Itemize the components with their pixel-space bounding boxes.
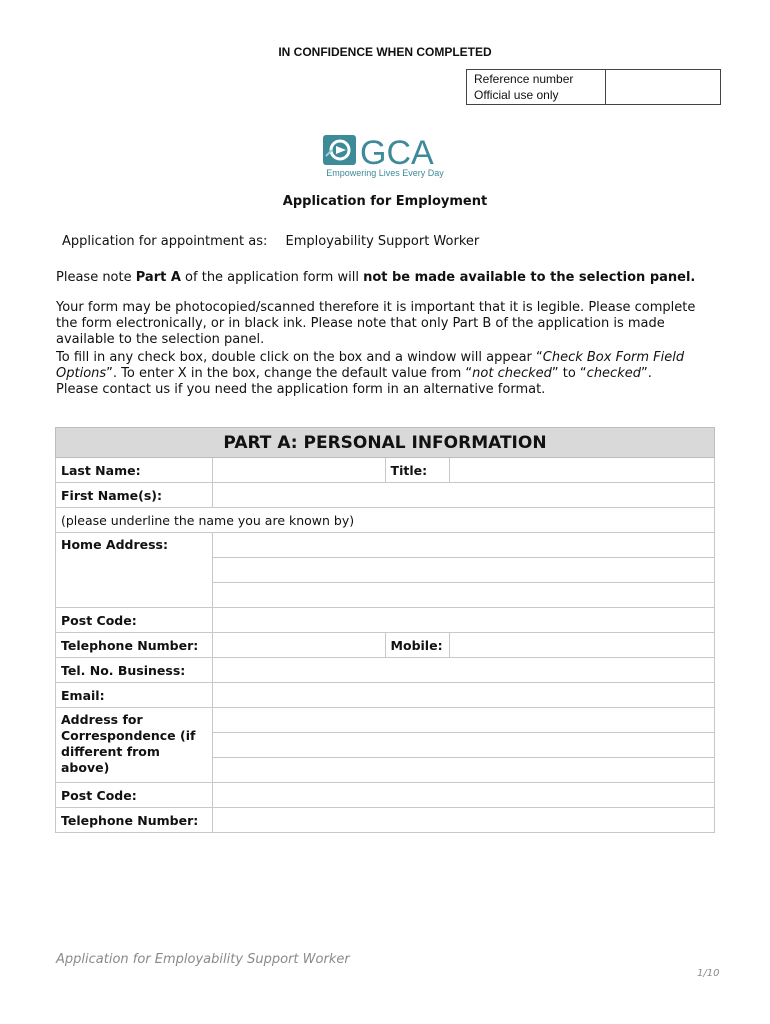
page-number: 1/10 [697, 968, 720, 979]
tel-business-field[interactable] [212, 658, 714, 683]
reference-label-line2: Official use only [474, 88, 559, 102]
telephone-field[interactable] [212, 633, 385, 658]
footer-title: Application for Employability Support Worker [56, 952, 350, 967]
instr-f: checked [586, 366, 641, 381]
instr-g: ”. [640, 366, 652, 381]
gca-logo-icon [322, 132, 448, 168]
title-field[interactable] [449, 458, 714, 483]
post-code-field[interactable] [212, 608, 714, 633]
reference-label-line1: Reference number [474, 72, 574, 86]
instr-c: ”. To enter X in the box, change the default value from “ [106, 366, 473, 381]
first-names-label: First Name(s): [56, 483, 213, 508]
email-field[interactable] [212, 683, 714, 708]
post-code-2-label: Post Code: [56, 783, 213, 808]
underline-note: (please underline the name you are known by) [56, 508, 715, 533]
telephone-2-label: Telephone Number: [56, 808, 213, 833]
note-emphasis: not be made available to the selection panel. [363, 270, 696, 285]
telephone-2-field[interactable] [212, 808, 714, 833]
reference-label [467, 70, 606, 105]
instr-b: Check Box Form Field Options [56, 350, 685, 381]
first-names-field[interactable] [212, 483, 714, 508]
title-label: Title: [385, 458, 449, 483]
tel-business-label: Tel. No. Business: [56, 658, 213, 683]
instr-e: ” to “ [551, 366, 587, 381]
email-label: Email: [56, 683, 213, 708]
correspondence-address-label: Address for Correspondence (if different from above) [56, 708, 213, 783]
instr-d: not checked [472, 366, 552, 381]
appointment-value: Employability Support Worker [285, 234, 480, 249]
home-address-line-2[interactable] [212, 558, 714, 583]
gca-logo [322, 132, 452, 182]
logo-tagline: Empowering Lives Every Day [326, 168, 444, 178]
alternative-format-note: Please contact us if you need the application form in an alternative format. [56, 382, 546, 397]
last-name-label: Last Name: [56, 458, 213, 483]
note-prefix: Please note [56, 270, 136, 285]
correspondence-line-1[interactable] [212, 708, 714, 733]
home-address-line-3[interactable] [212, 583, 714, 608]
reference-number-field[interactable] [606, 70, 721, 105]
legibility-paragraph: Your form may be photocopied/scanned therefore it is important that it is legible. Please complete the form electronically, or in black ink. Please note that only Part B of the application is made available to the selection panel. [56, 300, 696, 347]
logo-wordmark: GCA [360, 134, 434, 168]
mobile-field[interactable] [449, 633, 714, 658]
note-part: Part A [135, 270, 181, 285]
confidentiality-notice: IN CONFIDENCE WHEN COMPLETED [278, 45, 492, 59]
instr-a: To fill in any check box, double click on the box and a window will appear “ [56, 350, 543, 365]
correspondence-line-3[interactable] [212, 758, 714, 783]
note-middle: of the application form will [180, 270, 364, 285]
mobile-label: Mobile: [385, 633, 449, 658]
post-code-2-field[interactable] [212, 783, 714, 808]
appointment-line [62, 234, 479, 249]
last-name-field[interactable] [212, 458, 385, 483]
telephone-label: Telephone Number: [56, 633, 213, 658]
appointment-label: Application for appointment as: [62, 234, 268, 249]
document-title: Application for Employment [282, 194, 488, 209]
checkbox-instructions [56, 350, 706, 398]
home-address-label: Home Address: [56, 533, 213, 608]
post-code-label: Post Code: [56, 608, 213, 633]
correspondence-line-2[interactable] [212, 733, 714, 758]
home-address-line-1[interactable] [212, 533, 714, 558]
part-a-note [56, 270, 695, 285]
part-a-heading: PART A: PERSONAL INFORMATION [56, 428, 715, 458]
personal-information-table [55, 427, 715, 833]
reference-box [466, 69, 721, 105]
